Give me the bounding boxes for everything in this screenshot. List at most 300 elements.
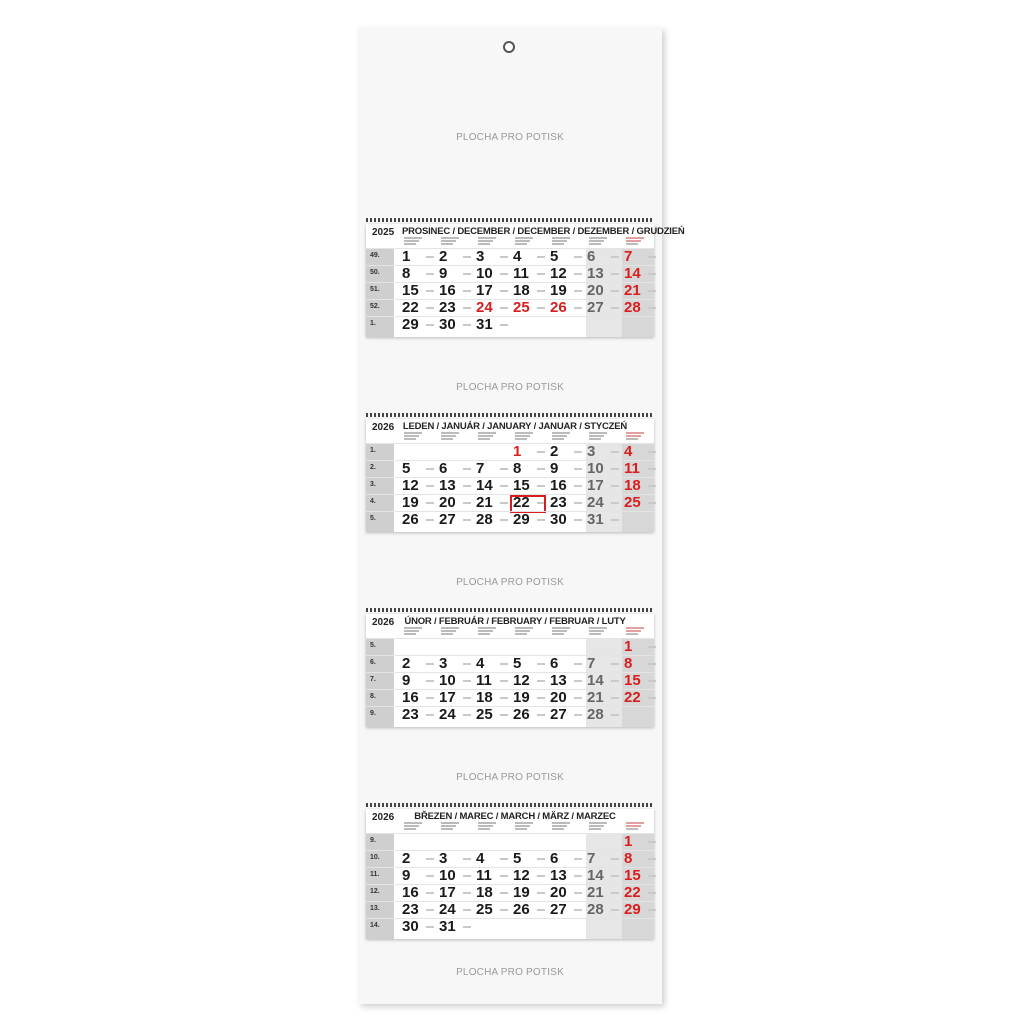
nameday-text (500, 909, 508, 911)
week-number: 2. (370, 464, 376, 471)
nameday-header-line (404, 243, 416, 245)
month-year: 2026 (372, 812, 395, 823)
nameday-text (426, 307, 434, 309)
nameday-text (463, 273, 471, 275)
nameday-text (574, 858, 582, 860)
nameday-text (611, 273, 619, 275)
day-number: 29 (402, 316, 419, 333)
nameday-header-line (589, 432, 607, 434)
nameday-text (648, 307, 656, 309)
day-number: 22 (513, 494, 530, 511)
day-number: 24 (476, 299, 493, 316)
print-area-label: PLOCHA PRO POTISK (456, 967, 564, 978)
nameday-text (648, 468, 656, 470)
nameday-text (611, 875, 619, 877)
day-number: 30 (402, 918, 419, 935)
day-number: 9 (439, 265, 448, 282)
nameday-header-line (441, 822, 459, 824)
week-number: 10. (370, 854, 380, 861)
week-number: 50. (370, 269, 380, 276)
day-number: 7 (587, 655, 596, 672)
nameday-header-line (478, 432, 496, 434)
day-number: 17 (476, 282, 493, 299)
day-number: 14 (476, 477, 493, 494)
nameday-header-line (441, 435, 456, 437)
day-number: 30 (550, 511, 567, 528)
week-number: 49. (370, 252, 380, 259)
nameday-text (426, 290, 434, 292)
nameday-text (463, 714, 471, 716)
nameday-text (537, 680, 545, 682)
nameday-header-line (515, 633, 527, 635)
week-row (366, 460, 654, 478)
nameday-text (463, 256, 471, 258)
nameday-header-line (441, 825, 456, 827)
nameday-header-line (441, 243, 453, 245)
day-number: 5 (550, 248, 559, 265)
spiral-binding (366, 218, 654, 222)
day-number: 7 (587, 850, 596, 867)
day-number: 3 (476, 248, 485, 265)
nameday-text (463, 680, 471, 682)
nameday-header-line (589, 435, 604, 437)
nameday-text (574, 663, 582, 665)
nameday-text (537, 909, 545, 911)
nameday-header-line (626, 432, 644, 434)
nameday-text (611, 307, 619, 309)
wall-calendar (358, 27, 685, 1004)
day-number: 18 (476, 689, 493, 706)
nameday-header-line (626, 630, 641, 632)
nameday-text (500, 680, 508, 682)
day-number: 26 (513, 901, 530, 918)
week-number: 3. (370, 481, 376, 488)
month-header (366, 614, 654, 638)
nameday-text (611, 858, 619, 860)
nameday-text (648, 680, 656, 682)
nameday-text (426, 875, 434, 877)
week-row (366, 850, 654, 868)
day-number: 24 (439, 901, 456, 918)
nameday-text (648, 858, 656, 860)
day-number: 8 (624, 850, 633, 867)
week-row (366, 282, 654, 300)
nameday-text (648, 646, 656, 648)
day-number: 14 (624, 265, 641, 282)
week-number: 5. (370, 642, 376, 649)
month-title: ÚNOR / FEBRUÁR / FEBRUARY / FEBRUAR / LUTY (404, 616, 626, 627)
nameday-text (611, 451, 619, 453)
nameday-text (648, 451, 656, 453)
nameday-header-line (478, 627, 496, 629)
day-number: 29 (624, 901, 641, 918)
nameday-text (648, 502, 656, 504)
nameday-header-line (552, 825, 567, 827)
nameday-text (500, 519, 508, 521)
day-number: 26 (402, 511, 419, 528)
week-row (366, 901, 654, 919)
day-number: 20 (587, 282, 604, 299)
day-number: 28 (624, 299, 641, 316)
nameday-text (537, 875, 545, 877)
day-number: 26 (513, 706, 530, 723)
nameday-header-line (552, 630, 567, 632)
nameday-text (426, 892, 434, 894)
nameday-text (611, 485, 619, 487)
nameday-header-line (478, 822, 496, 824)
nameday-text (537, 892, 545, 894)
day-number: 5 (402, 460, 411, 477)
nameday-text (500, 256, 508, 258)
spiral-binding (366, 413, 654, 417)
nameday-header-line (589, 633, 601, 635)
week-row (366, 867, 654, 885)
nameday-text (500, 290, 508, 292)
nameday-text (574, 290, 582, 292)
day-number: 25 (624, 494, 641, 511)
nameday-header-line (478, 435, 493, 437)
nameday-text (611, 502, 619, 504)
month-title: PROSINEC / DECEMBER / DECEMBER / DEZEMBER / GRUDZIEŃ (402, 226, 685, 237)
nameday-header-line (441, 633, 453, 635)
nameday-header-line (478, 630, 493, 632)
nameday-text (463, 290, 471, 292)
day-number: 13 (439, 477, 456, 494)
print-area-label: PLOCHA PRO POTISK (456, 132, 564, 143)
week-row (366, 316, 654, 334)
week-row (366, 672, 654, 690)
day-number: 5 (513, 655, 522, 672)
day-number: 22 (402, 299, 419, 316)
day-number: 31 (439, 918, 456, 935)
day-number: 6 (439, 460, 448, 477)
day-number: 7 (624, 248, 633, 265)
nameday-header-line (552, 438, 564, 440)
day-number: 25 (476, 706, 493, 723)
nameday-header-line (515, 240, 530, 242)
day-number: 18 (513, 282, 530, 299)
nameday-header-line (515, 627, 533, 629)
nameday-text (574, 273, 582, 275)
day-number: 30 (439, 316, 456, 333)
nameday-text (574, 519, 582, 521)
nameday-text (463, 926, 471, 928)
day-number: 22 (624, 689, 641, 706)
week-number: 4. (370, 498, 376, 505)
nameday-header-line (404, 825, 419, 827)
nameday-header-line (515, 825, 530, 827)
day-number: 10 (476, 265, 493, 282)
nameday-text (500, 307, 508, 309)
day-number: 5 (513, 850, 522, 867)
nameday-text (537, 714, 545, 716)
month-title: BŘEZEN / MAREC / MARCH / MÄRZ / MARZEC (414, 811, 616, 822)
day-number: 25 (476, 901, 493, 918)
day-number: 21 (587, 689, 604, 706)
day-number: 23 (439, 299, 456, 316)
day-number: 23 (402, 706, 419, 723)
day-number: 26 (550, 299, 567, 316)
nameday-text (611, 290, 619, 292)
nameday-text (463, 875, 471, 877)
day-number: 15 (624, 672, 641, 689)
nameday-header-line (589, 627, 607, 629)
day-number: 27 (550, 901, 567, 918)
day-number: 15 (402, 282, 419, 299)
day-number: 28 (587, 901, 604, 918)
nameday-header-line (626, 237, 644, 239)
nameday-text (574, 307, 582, 309)
week-number: 51. (370, 286, 380, 293)
day-number: 2 (402, 655, 411, 672)
day-number: 4 (476, 850, 485, 867)
hanging-hole (503, 41, 515, 53)
day-number: 19 (513, 884, 530, 901)
nameday-header-line (589, 438, 601, 440)
nameday-header-line (478, 828, 490, 830)
day-number: 10 (587, 460, 604, 477)
day-number: 17 (587, 477, 604, 494)
nameday-header-line (515, 432, 533, 434)
day-number: 10 (439, 672, 456, 689)
nameday-header-line (441, 432, 459, 434)
print-area-label: PLOCHA PRO POTISK (456, 772, 564, 783)
day-number: 1 (513, 443, 522, 460)
week-number: 9. (370, 710, 376, 717)
nameday-text (648, 273, 656, 275)
day-number: 29 (513, 511, 530, 528)
day-number: 6 (550, 850, 559, 867)
nameday-text (648, 697, 656, 699)
week-row (366, 884, 654, 902)
day-number: 22 (624, 884, 641, 901)
week-row (366, 248, 654, 266)
nameday-header-line (404, 828, 416, 830)
nameday-text (648, 892, 656, 894)
nameday-text (463, 468, 471, 470)
week-row (366, 655, 654, 673)
week-row (366, 477, 654, 495)
day-number: 9 (402, 867, 411, 884)
nameday-text (574, 256, 582, 258)
day-number: 2 (402, 850, 411, 867)
nameday-header-line (441, 240, 456, 242)
nameday-header-line (552, 627, 570, 629)
week-number: 11. (370, 871, 380, 878)
month-year: 2026 (372, 422, 395, 433)
nameday-header-line (515, 243, 527, 245)
nameday-text (426, 909, 434, 911)
day-number: 28 (476, 511, 493, 528)
nameday-text (537, 290, 545, 292)
day-number: 20 (550, 689, 567, 706)
day-number: 1 (624, 638, 633, 655)
day-number: 7 (476, 460, 485, 477)
day-number: 4 (513, 248, 522, 265)
day-number: 27 (550, 706, 567, 723)
nameday-header-line (589, 237, 607, 239)
nameday-text (611, 909, 619, 911)
week-row (366, 511, 654, 529)
nameday-header-line (515, 237, 533, 239)
nameday-text (574, 451, 582, 453)
nameday-header-line (404, 240, 419, 242)
day-number: 19 (513, 689, 530, 706)
week-number: 8. (370, 693, 376, 700)
nameday-header-line (626, 828, 638, 830)
nameday-header-line (626, 825, 641, 827)
day-number: 8 (402, 265, 411, 282)
nameday-text (463, 892, 471, 894)
nameday-text (500, 697, 508, 699)
day-number: 23 (550, 494, 567, 511)
day-number: 24 (439, 706, 456, 723)
day-number: 14 (587, 867, 604, 884)
nameday-header-line (404, 627, 422, 629)
nameday-text (426, 256, 434, 258)
day-number: 2 (439, 248, 448, 265)
nameday-text (648, 841, 656, 843)
day-number: 6 (587, 248, 596, 265)
nameday-header-line (626, 240, 641, 242)
nameday-text (648, 663, 656, 665)
nameday-header-line (404, 822, 422, 824)
nameday-header-line (626, 435, 641, 437)
day-number: 9 (402, 672, 411, 689)
day-number: 12 (513, 672, 530, 689)
nameday-header-line (478, 633, 490, 635)
nameday-text (648, 485, 656, 487)
nameday-text (426, 714, 434, 716)
nameday-text (611, 256, 619, 258)
week-number: 7. (370, 676, 376, 683)
nameday-header-line (441, 237, 459, 239)
nameday-text (537, 663, 545, 665)
nameday-header-line (552, 822, 570, 824)
nameday-text (463, 502, 471, 504)
nameday-text (574, 502, 582, 504)
nameday-text (426, 273, 434, 275)
week-number: 1. (370, 320, 376, 327)
nameday-header-line (404, 633, 416, 635)
nameday-header-line (404, 432, 422, 434)
month-block (366, 614, 654, 727)
nameday-text (574, 875, 582, 877)
day-number: 6 (550, 655, 559, 672)
nameday-text (426, 485, 434, 487)
nameday-header-line (515, 822, 533, 824)
print-area-label: PLOCHA PRO POTISK (456, 382, 564, 393)
nameday-text (426, 468, 434, 470)
nameday-header-line (404, 438, 416, 440)
nameday-header-line (478, 243, 490, 245)
month-title: LEDEN / JANUÁR / JANUARY / JANUAR / STYCZEŃ (402, 421, 628, 432)
week-number: 5. (370, 515, 376, 522)
nameday-header-line (589, 243, 601, 245)
nameday-text (537, 697, 545, 699)
nameday-text (500, 502, 508, 504)
nameday-text (463, 858, 471, 860)
day-number: 11 (513, 265, 529, 282)
nameday-text (426, 926, 434, 928)
week-number: 12. (370, 888, 380, 895)
nameday-text (426, 680, 434, 682)
day-number: 21 (476, 494, 493, 511)
day-number: 16 (402, 689, 419, 706)
week-number: 14. (370, 922, 380, 929)
week-row (366, 494, 654, 512)
spiral-binding (366, 803, 654, 807)
nameday-text (426, 858, 434, 860)
nameday-text (426, 519, 434, 521)
week-row (366, 299, 654, 317)
nameday-header-line (626, 438, 638, 440)
day-number: 27 (587, 299, 604, 316)
nameday-header-line (589, 240, 604, 242)
nameday-header-line (515, 630, 530, 632)
nameday-text (500, 663, 508, 665)
day-number: 16 (439, 282, 456, 299)
print-area-label: PLOCHA PRO POTISK (456, 577, 564, 588)
nameday-header-line (404, 237, 422, 239)
day-number: 20 (550, 884, 567, 901)
nameday-header-line (552, 435, 567, 437)
month-year: 2025 (372, 227, 395, 238)
day-number: 12 (402, 477, 419, 494)
nameday-text (500, 485, 508, 487)
week-row (366, 638, 654, 656)
day-number: 4 (624, 443, 633, 460)
nameday-text (537, 256, 545, 258)
nameday-header-line (478, 237, 496, 239)
day-number: 19 (402, 494, 419, 511)
nameday-text (574, 680, 582, 682)
day-number: 31 (587, 511, 604, 528)
nameday-text (574, 485, 582, 487)
day-number: 9 (550, 460, 559, 477)
nameday-header-line (552, 237, 570, 239)
day-number: 1 (402, 248, 411, 265)
day-number: 3 (439, 655, 448, 672)
day-number: 10 (439, 867, 456, 884)
nameday-text (463, 697, 471, 699)
nameday-header-line (626, 822, 644, 824)
month-header (366, 809, 654, 833)
day-number: 31 (476, 316, 493, 333)
day-number: 14 (587, 672, 604, 689)
week-number: 52. (370, 303, 380, 310)
nameday-header-line (441, 438, 453, 440)
nameday-header-line (478, 240, 493, 242)
nameday-text (648, 875, 656, 877)
day-number: 21 (587, 884, 604, 901)
nameday-header-line (404, 630, 419, 632)
nameday-text (537, 858, 545, 860)
nameday-text (426, 324, 434, 326)
nameday-text (463, 324, 471, 326)
day-number: 2 (550, 443, 559, 460)
nameday-text (574, 714, 582, 716)
day-number: 17 (439, 884, 456, 901)
nameday-text (574, 909, 582, 911)
nameday-text (611, 697, 619, 699)
day-number: 11 (476, 867, 492, 884)
nameday-text (463, 909, 471, 911)
nameday-text (611, 714, 619, 716)
nameday-text (500, 892, 508, 894)
day-number: 8 (513, 460, 522, 477)
nameday-text (648, 909, 656, 911)
